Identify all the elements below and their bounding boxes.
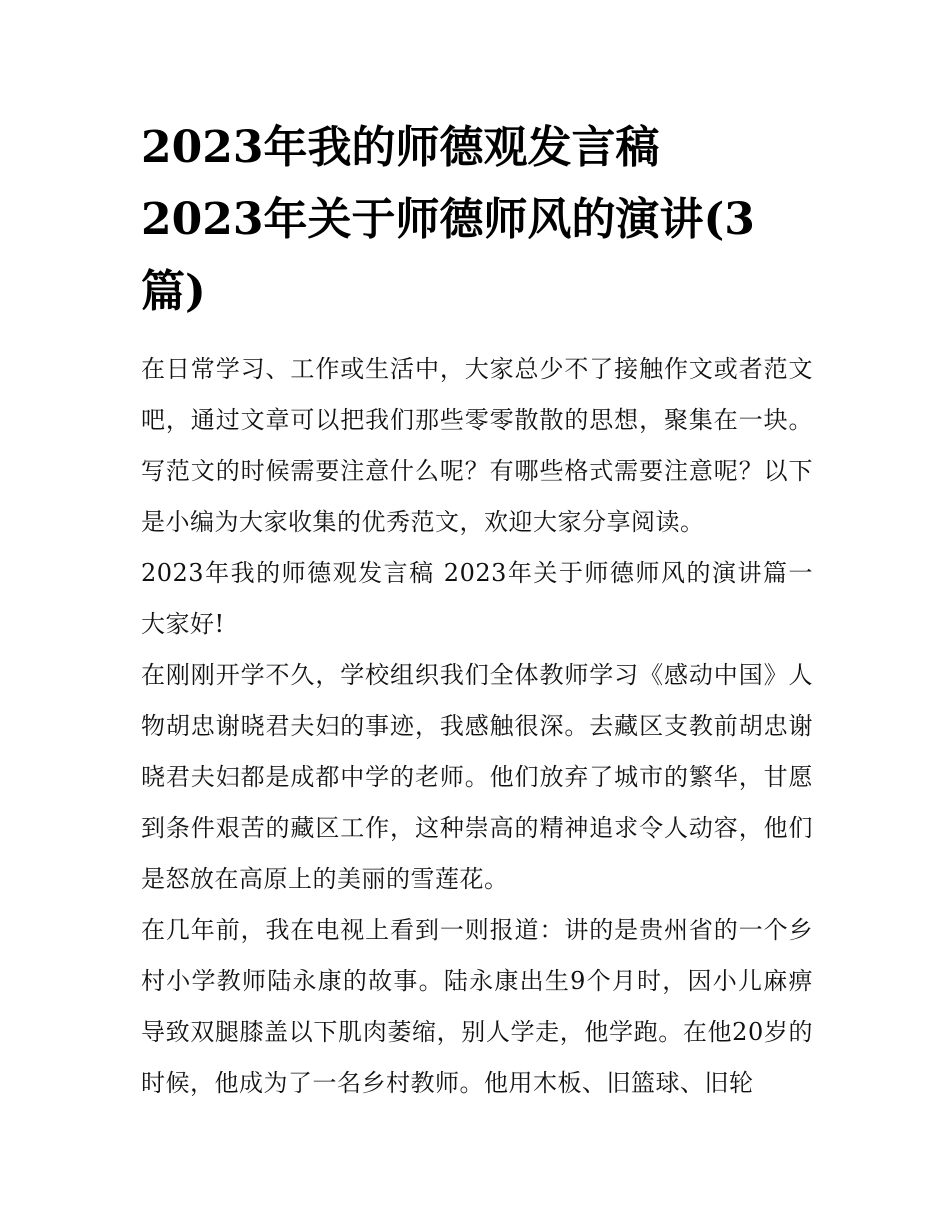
title-line-1: 2023年我的师德观发言稿 <box>141 122 660 173</box>
section-heading-paragraph: 2023年我的师德观发言稿 2023年关于师德师风的演讲篇一 大家好! <box>141 559 813 638</box>
document-title <box>141 112 813 328</box>
body-paragraph-2: 在几年前，我在电视上看到一则报道：讲的是贵州省的一个乡村小学教师陆永康的故事。陆永康出生9个月时，因小儿麻痹导致双腿膝盖以下肌肉萎缩，别人学走，他学跑。在他20岁的时候，他成为了一名乡村教师。他用木板、旧篮球、旧轮 <box>141 916 813 1097</box>
title-line-3: 篇) <box>141 266 206 317</box>
document-body <box>141 344 813 1109</box>
intro-paragraph: 在日常学习、工作或生活中，大家总少不了接触作文或者范文吧，通过文章可以把我们那些零零散散的思想，聚集在一块。写范文的时候需要注意什么呢？有哪些格式需要注意呢？以下是小编为大家收集的优秀范文，欢迎大家分享阅读。 <box>141 355 813 536</box>
title-line-2: 2023年关于师德师风的演讲(3 <box>141 194 755 245</box>
document-page <box>141 112 813 1109</box>
body-paragraph-1: 在刚刚开学不久，学校组织我们全体教师学习《感动中国》人物胡忠谢晓君夫妇的事迹，我感触很深。去藏区支教前胡忠谢晓君夫妇都是成都中学的老师。他们放弃了城市的繁华，甘愿到条件艰苦的藏区工作，这种崇高的精神追求令人动容，他们是怒放在高原上的美丽的雪莲花。 <box>141 661 813 893</box>
